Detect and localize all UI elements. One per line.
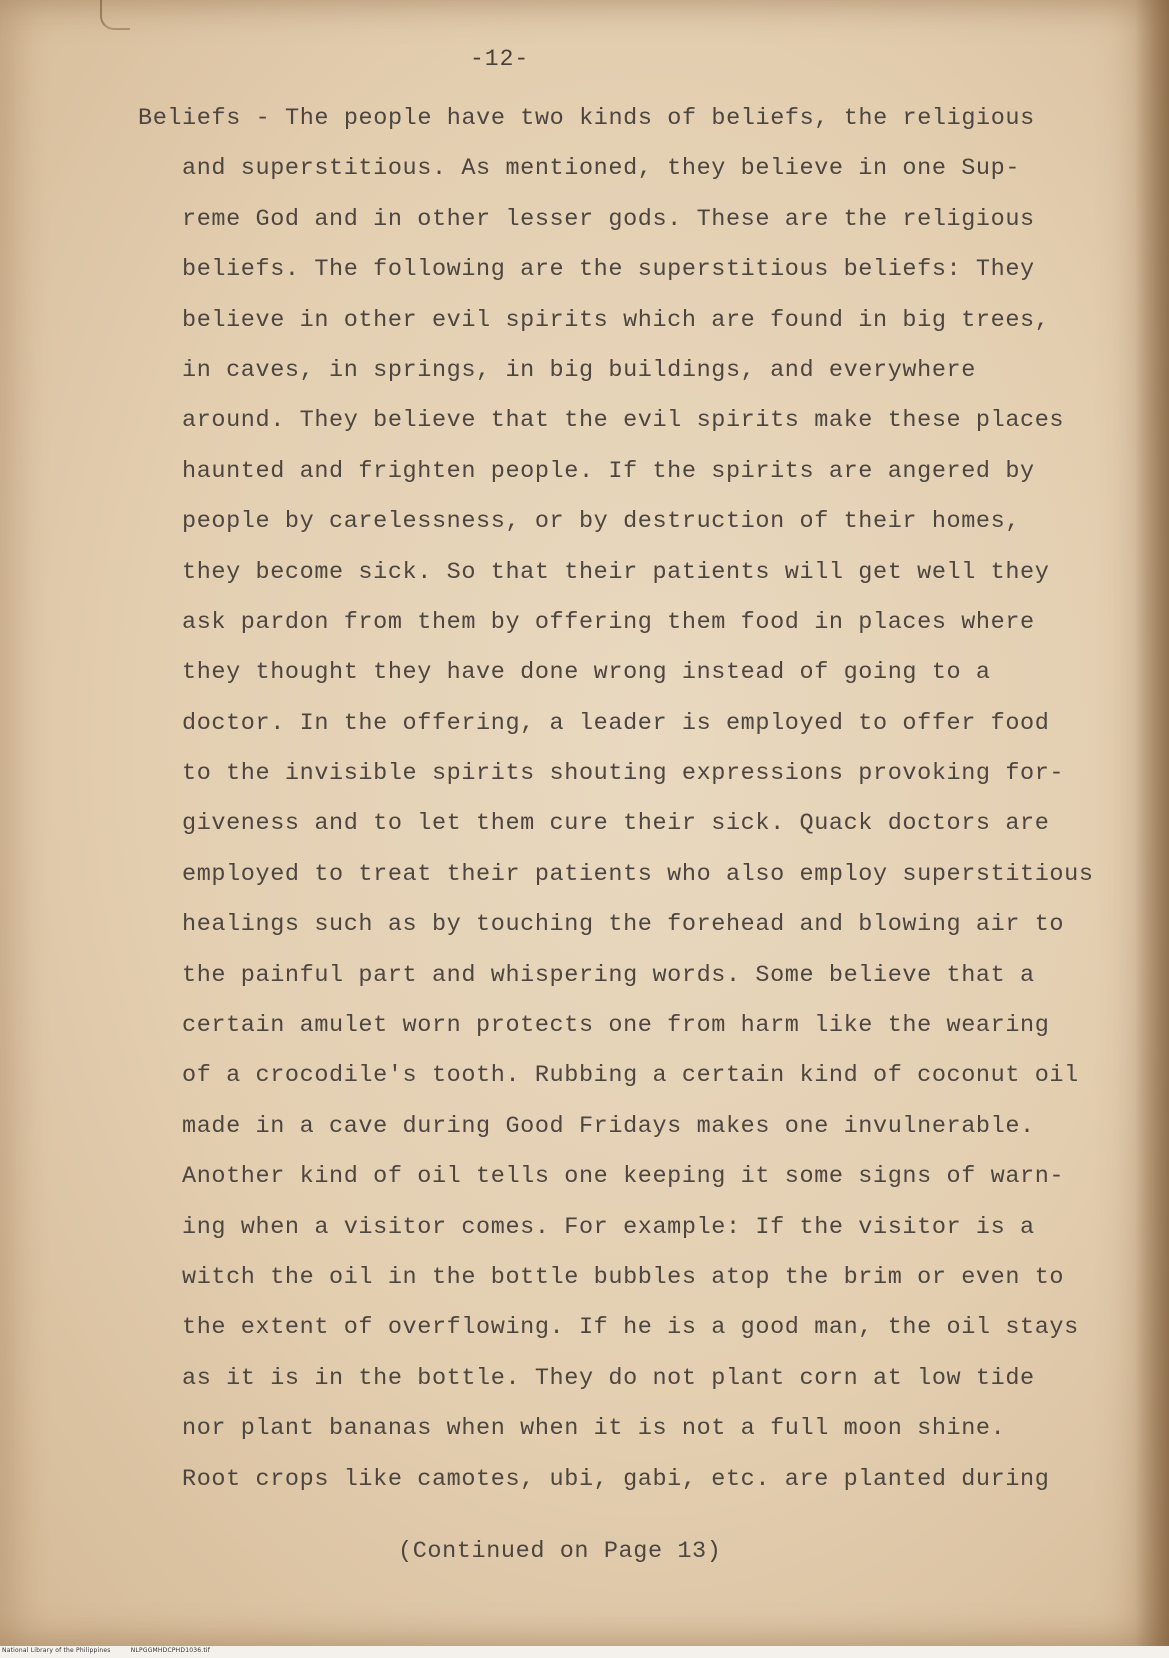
text-line: healings such as by touching the forehead and blowing air to [182, 911, 1065, 939]
text-line: nor plant bananas when when it is not a full moon shine. [182, 1415, 1006, 1443]
body-text [138, 94, 1128, 1505]
text-line: the painful part and whispering words. Some believe that a [182, 961, 1035, 989]
text-line: around. They believe that the evil spirits make these places [182, 407, 1065, 435]
page-edge-shadow [1135, 0, 1169, 1646]
footer-file-id: NLPGGMHDCPHD1036.tif [130, 1647, 211, 1654]
text-line: Another kind of oil tells one keeping it some signs of warn- [182, 1163, 1065, 1191]
corner-fold [100, 0, 130, 30]
text-line: reme God and in other lesser gods. These are the religious [182, 205, 1035, 233]
text-line: they become sick. So that their patients will get well they [182, 558, 1050, 586]
scan-footer-caption [2, 1647, 210, 1654]
text-line: doctor. In the offering, a leader is employed to offer food [182, 709, 1050, 737]
text-line: they thought they have done wrong instead of going to a [182, 659, 991, 687]
text-line: and superstitious. As mentioned, they believe in one Sup- [182, 155, 1021, 183]
text-line: people by carelessness, or by destruction of their homes, [182, 508, 1021, 536]
text-line: haunted and frighten people. If the spirits are angered by [182, 457, 1035, 485]
text-line: giveness and to let them cure their sick. Quack doctors are [182, 810, 1050, 838]
text-line: of a crocodile's tooth. Rubbing a certain kind of coconut oil [182, 1062, 1079, 1090]
text-line: beliefs. The following are the superstitious beliefs: They [182, 256, 1035, 284]
text-line: ask pardon from them by offering them food in places where [182, 608, 1035, 636]
text-line: employed to treat their patients who also employ superstitious [182, 860, 1094, 888]
text-line: in caves, in springs, in big buildings, and everywhere [182, 356, 976, 384]
continued-note: (Continued on Page 13) [398, 1538, 722, 1565]
text-line: to the invisible spirits shouting expressions provoking for- [182, 760, 1065, 788]
footer-institution: National Library of the Philippines [2, 1647, 111, 1654]
text-line: as it is in the bottle. They do not plant corn at low tide [182, 1364, 1035, 1392]
page-number: -12- [470, 46, 530, 72]
text-line: Beliefs - The people have two kinds of beliefs, the religious [138, 105, 1035, 132]
text-line: believe in other evil spirits which are found in big trees, [182, 306, 1050, 334]
text-line: made in a cave during Good Fridays makes one invulnerable. [182, 1112, 1035, 1140]
text-line: Root crops like camotes, ubi, gabi, etc. are planted during [182, 1465, 1050, 1493]
text-line: the extent of overflowing. If he is a good man, the oil stays [182, 1314, 1079, 1342]
text-line: ing when a visitor comes. For example: If the visitor is a [182, 1213, 1035, 1241]
text-line: certain amulet worn protects one from harm like the wearing [182, 1012, 1050, 1040]
text-line: witch the oil in the bottle bubbles atop the brim or even to [182, 1263, 1065, 1291]
